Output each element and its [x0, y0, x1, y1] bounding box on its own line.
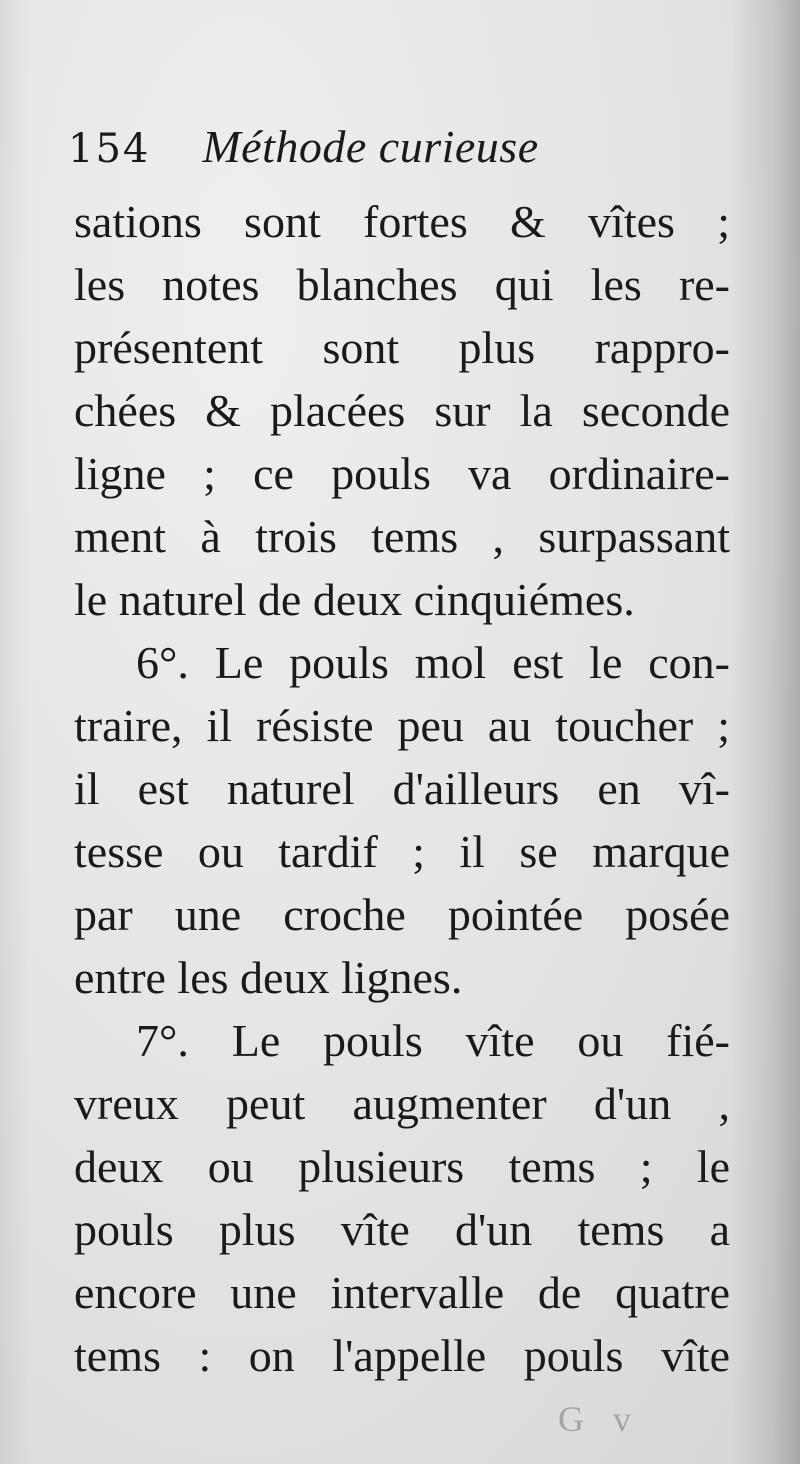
text-line: vreux peut augmenter d'un , [74, 1078, 730, 1129]
text-line: les notes blanches qui les re- [74, 259, 730, 310]
text-line: le naturel de deux cinquiémes. [74, 574, 635, 625]
page-edge-shadow [730, 0, 800, 1464]
text-line: tesse ou tardif ; il se marque [74, 826, 730, 877]
text-line: pouls plus vîte d'un tems a [74, 1204, 730, 1255]
text-line: ligne ; ce pouls va ordinaire- [74, 448, 730, 499]
signature-mark: G v [558, 1399, 641, 1439]
page-header [68, 120, 539, 190]
text-line: sations sont fortes & vîtes ; [74, 196, 730, 247]
gutter-shadow [0, 0, 30, 1464]
text-line: présentent sont plus rappro- [74, 322, 730, 373]
text-line: entre les deux lignes. [74, 952, 463, 1003]
text-line: par une croche pointée posée [74, 889, 730, 940]
text-line: il est naturel d'ailleurs en vî- [74, 763, 730, 814]
paragraph-start-line: 6°. Le pouls mol est le con- [136, 637, 730, 688]
text-line: ment à trois tems , surpassant [74, 511, 730, 562]
running-head: Méthode curieuse [202, 121, 539, 172]
text-line: tems : on l'appelle pouls vîte [74, 1330, 730, 1381]
text-line: traire, il résiste peu au toucher ; [74, 700, 730, 751]
body-text [74, 190, 730, 1387]
text-line: chées & placées sur la seconde [74, 385, 730, 436]
text-line: deux ou plusieurs tems ; le [74, 1141, 730, 1192]
page-number: 154 [68, 126, 151, 172]
paragraph-start-line: 7°. Le pouls vîte ou fié- [136, 1015, 730, 1066]
text-line: encore une intervalle de quatre [74, 1267, 730, 1318]
